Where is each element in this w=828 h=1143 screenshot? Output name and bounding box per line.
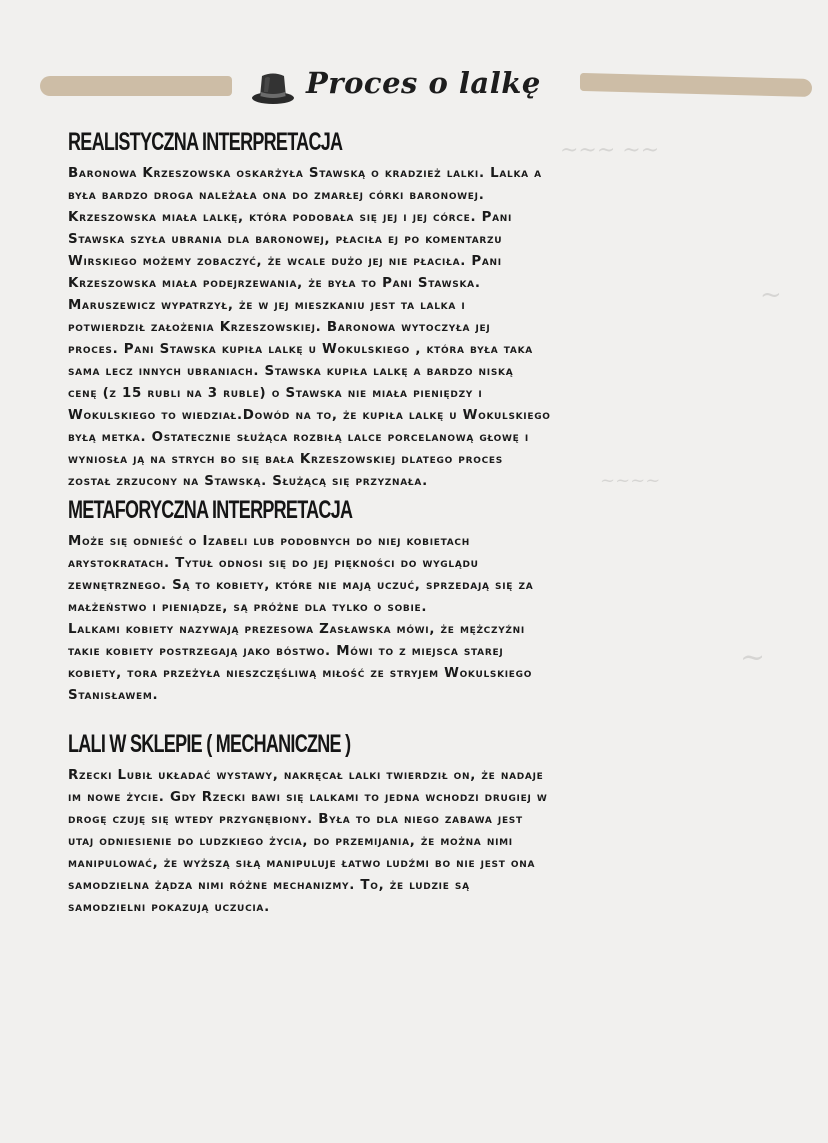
text-line: Stanisławem. bbox=[68, 688, 159, 703]
text-line: Stawska szyła ubrania dla baronowej, płaciła ej po komentarzu bbox=[68, 232, 503, 247]
text-line: Może się odnieść o Izabeli lub podobnych do niej kobietach bbox=[68, 534, 470, 549]
text-line: była bardzo droga należała ona do zmarłej córki baronowej. bbox=[68, 188, 485, 203]
text-line: takie kobiety postrzegają jako bóstwo. Mówi to z miejsca starej bbox=[68, 644, 504, 659]
text-line: Krzeszowska miała lalkę, która podobała się jej i jej córce. Pani bbox=[68, 210, 513, 225]
text-line: Maruszewicz wypatrzył, że w jej mieszkaniu jest ta lalka i bbox=[68, 298, 466, 313]
text-line: samodzielna żądza nimi różne mechanizmy. To, że ludzie są bbox=[68, 878, 470, 893]
text-line: Krzeszowska miała podejrzewania, że była to Pani Stawska. bbox=[68, 276, 481, 291]
text-line: Wokulskiego to wiedział.Dowód na to, że kupiła lalkę u Wokulskiego bbox=[68, 408, 551, 423]
text-line: Wirskiego możemy zobaczyć, że wcale dużo jej nie płaciła. Pani bbox=[68, 254, 502, 269]
text-line: drogę czuję się wtedy przygnębiony. Była to dla niego zabawa jest bbox=[68, 812, 523, 827]
text-line: proces. Pani Stawska kupiła lalkę u Wokulskiego , która była taka bbox=[68, 342, 533, 357]
text-line: manipulować, że wyższą siłą manipuluje łatwo ludźmi bo nie jest ona bbox=[68, 856, 536, 871]
text-line: został zrzucony na Stawską. Służącą się przyznała. bbox=[68, 474, 428, 489]
page-title: Proces o lalkę bbox=[306, 66, 541, 100]
section-shop-dolls bbox=[68, 730, 808, 919]
text-line: wyniosła ją na strych bo się bała Krzeszowskiej dlatego proces bbox=[68, 452, 503, 467]
text-line: utaj odniesienie do ludzkiego życia, do przemijania, że można nimi bbox=[68, 834, 513, 849]
text-line: sama lecz innych ubraniach. Stawska kupiła lalkę a bardzo niską bbox=[68, 364, 514, 379]
section-heading: REALISTYCZNA INTERPRETACJA bbox=[68, 128, 343, 156]
bleed-through-text: ~~~~ bbox=[600, 470, 661, 491]
title-banner bbox=[40, 66, 820, 104]
text-line: małżeństwo i pieniądze, są próżne dla tylko o sobie. bbox=[68, 600, 428, 615]
section-metaphoric bbox=[68, 496, 808, 707]
banner-bar-right bbox=[580, 73, 812, 97]
bleed-through-text: ~ bbox=[760, 280, 782, 310]
section-body bbox=[68, 765, 808, 919]
section-heading: LALI W SKLEPIE ( MECHANICZNE ) bbox=[68, 730, 351, 758]
top-hat-icon bbox=[250, 68, 296, 106]
text-line: samodzielni pokazują uczucia. bbox=[68, 900, 270, 915]
section-body bbox=[68, 531, 808, 707]
text-line: potwierdził założenia Krzeszowskiej. Baronowa wytoczyła jej bbox=[68, 320, 491, 335]
text-line: kobiety, tora przeżyła nieszczęśliwą miłość ze stryjem Wokulskiego bbox=[68, 666, 533, 681]
section-realistic bbox=[68, 128, 808, 493]
text-line: cenę (z 15 rubli na 3 ruble) o Stawska nie miała pieniędzy i bbox=[68, 386, 483, 401]
text-line: Lalkami kobiety nazywają prezesowa Zasławska mówi, że mężczyźni bbox=[68, 622, 525, 637]
text-line: byłą metka. Ostatecznie służąca rozbiłą lalce porcelanową głowę i bbox=[68, 430, 529, 445]
section-body bbox=[68, 163, 808, 493]
text-line: Baronowa Krzeszowska oskarżyła Stawską o kradzież lalki. Lalka a bbox=[68, 166, 542, 181]
bleed-through-text: ~ bbox=[740, 640, 766, 675]
banner-bar-left bbox=[40, 76, 232, 96]
text-line: im nowe życie. Gdy Rzecki bawi się lalkami to jedna wchodzi drugiej w bbox=[68, 790, 548, 805]
text-line: zewnętrznego. Są to kobiety, które nie mają uczuć, sprzedają się za bbox=[68, 578, 534, 593]
text-line: Rzecki Lubił układać wystawy, nakręcał lalki twierdził on, że nadaje bbox=[68, 768, 544, 783]
text-line: arystokratach. Tytuł odnosi się do jej piękności do wyglądu bbox=[68, 556, 479, 571]
bleed-through-text: ~~~ ~~ bbox=[560, 138, 660, 163]
section-heading: METAFORYCZNA INTERPRETACJA bbox=[68, 496, 353, 524]
